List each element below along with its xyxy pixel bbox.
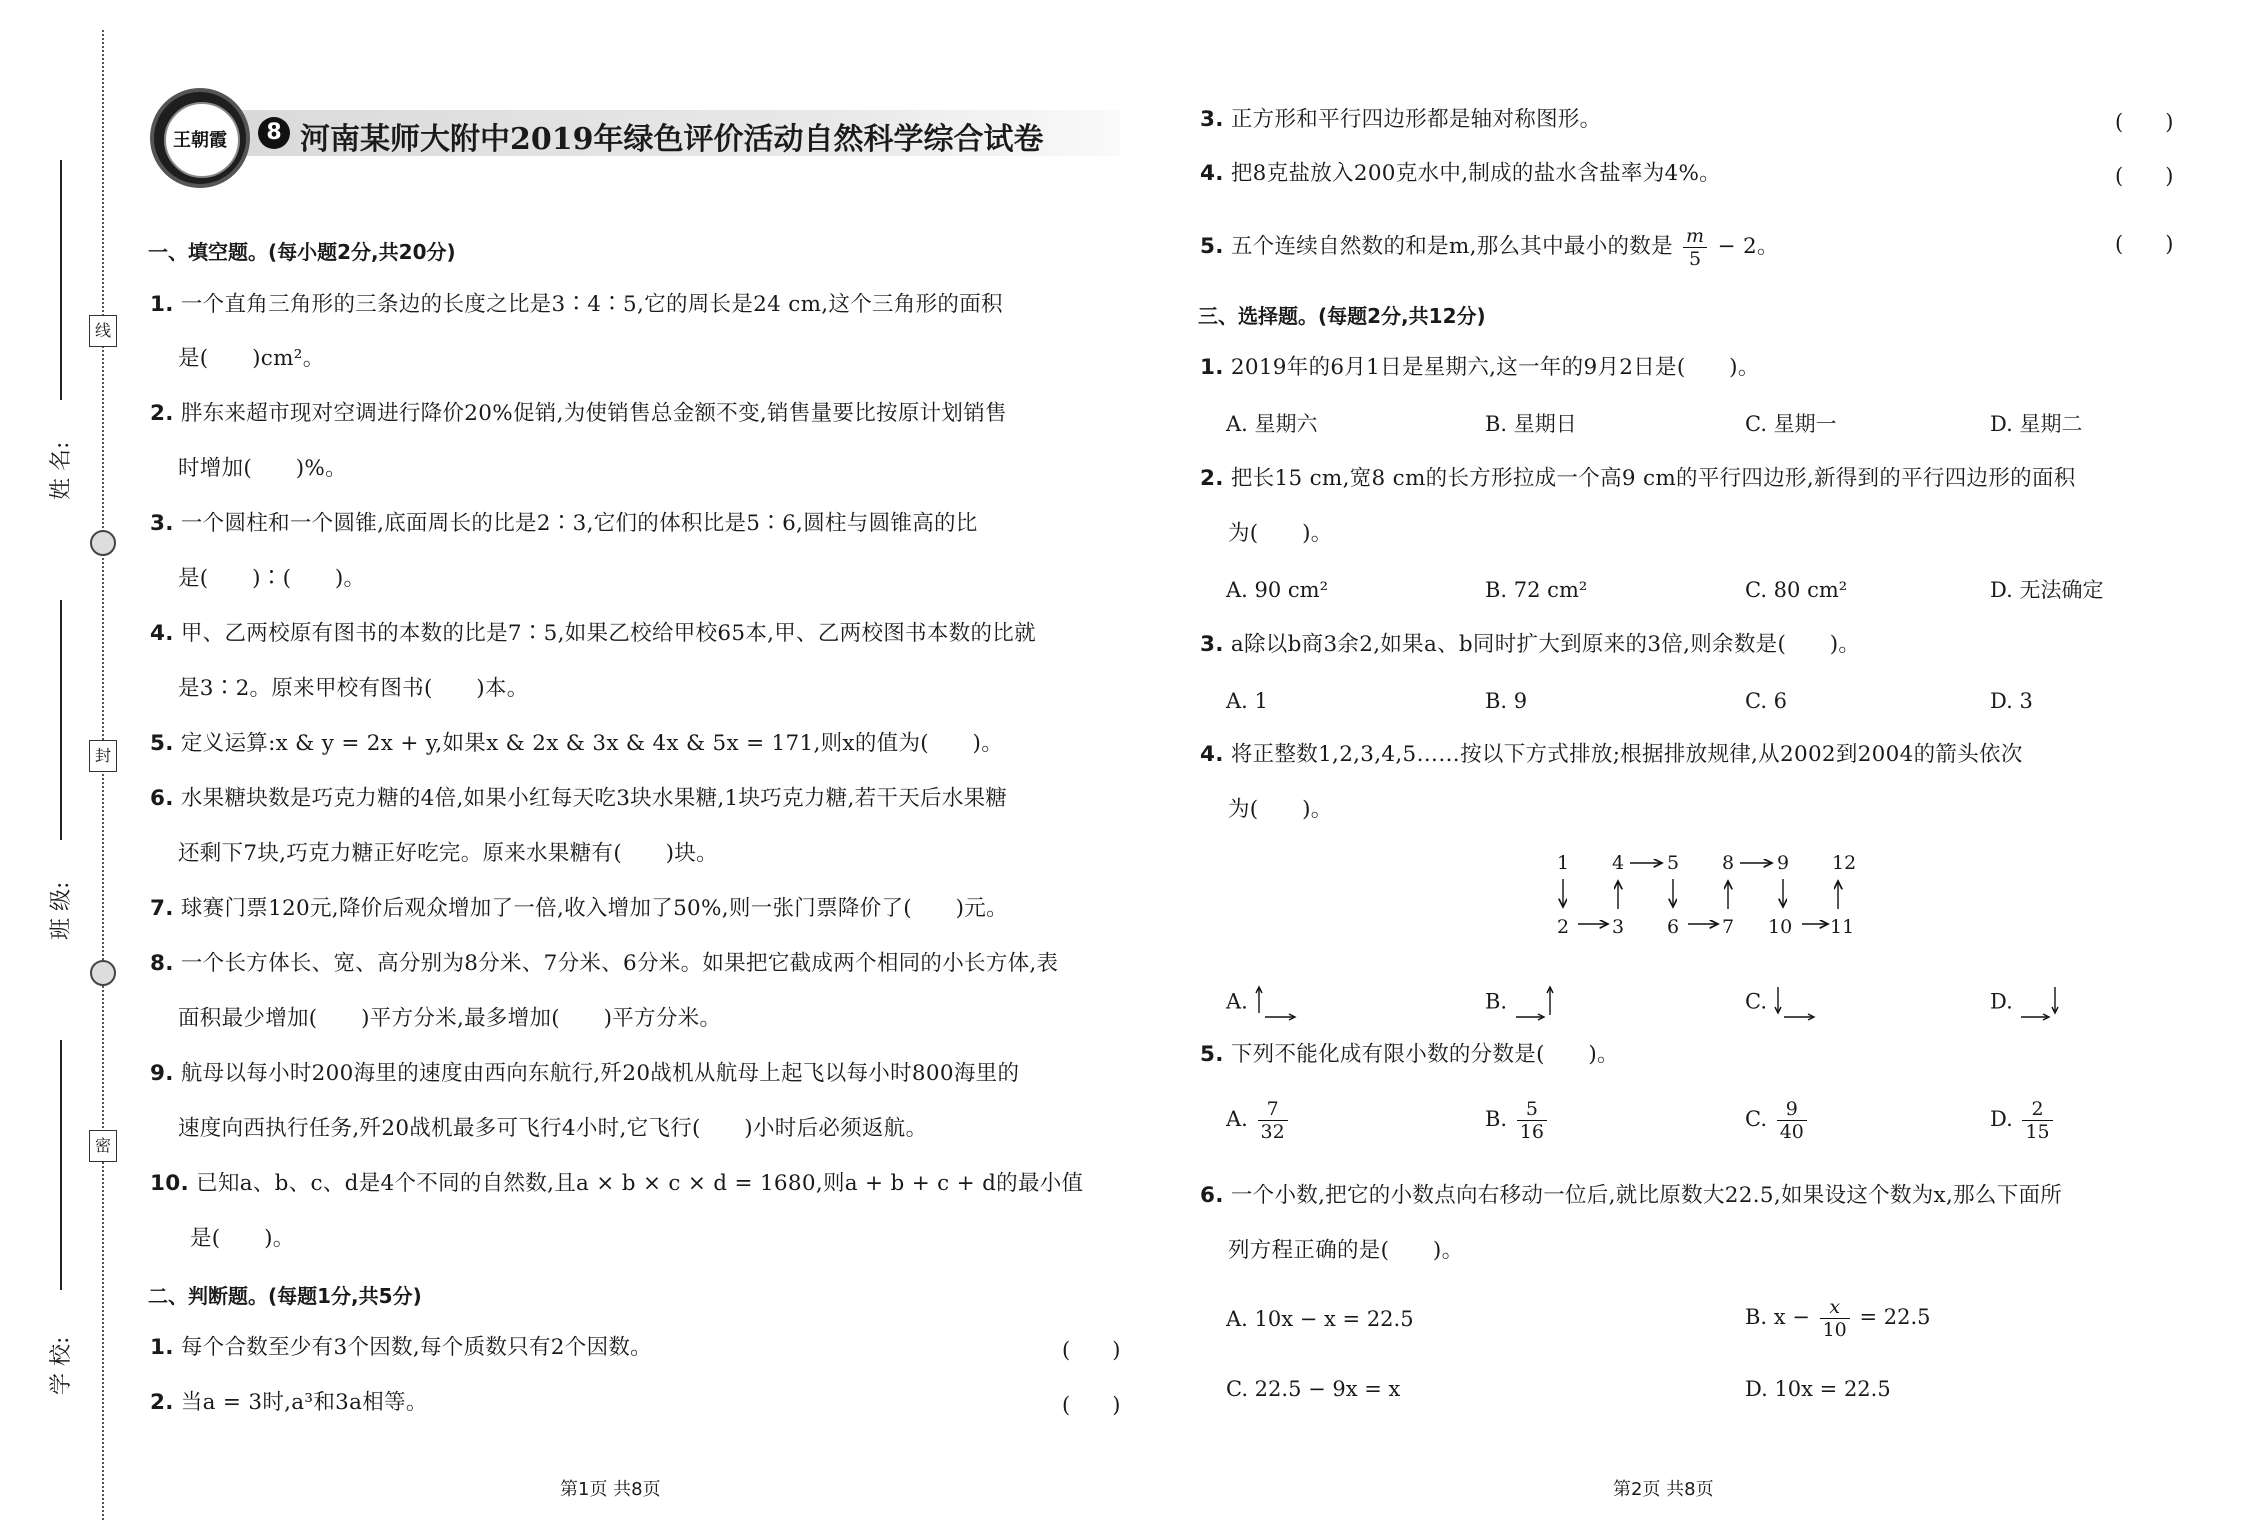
judge-question-5: 5. 五个连续自然数的和是m,那么其中最小的数是 $\frac{m}{5}$ − 2。	[1200, 224, 1779, 270]
fraction: $\frac{7}{32}$	[1258, 1098, 1288, 1143]
option-a[interactable]: A. 星期六	[1226, 412, 1318, 436]
judge-question-2: 2. 当a = 3时,a³和3a相等。	[150, 1390, 428, 1415]
option-b[interactable]: B. $\frac{5}{16}$	[1485, 1098, 1550, 1143]
right-then-up-arrow-icon	[1514, 985, 1556, 1021]
choice-question-4: 4. 将正整数1,2,3,4,5……按以下方式排放;根据排放规律,从2002到2004的箭头依次	[1200, 742, 2023, 767]
logo-seal	[150, 88, 250, 188]
option-a[interactable]: A. 90 cm²	[1226, 578, 1329, 602]
school-line	[60, 1040, 62, 1290]
choice-question-2: 2. 把长15 cm,宽8 cm的长方形拉成一个高9 cm的平行四边形,新得到的平行四边形的面积	[1200, 466, 2076, 491]
answer-paren[interactable]: ( )	[2115, 232, 2174, 256]
seal-mark-mi: 密	[89, 1130, 117, 1162]
section-badge: 8	[258, 117, 290, 149]
option-a[interactable]: A. 1	[1226, 689, 1268, 713]
name-label: 姓 名:	[49, 441, 74, 500]
option-d[interactable]: D. 星期二	[1990, 412, 2083, 436]
right-then-down-arrow-icon	[2019, 985, 2061, 1021]
class-line	[60, 600, 62, 840]
question-1-2-cont: 时增加( )%。	[178, 456, 347, 481]
option-d[interactable]: D. 10x = 22.5	[1745, 1377, 1891, 1401]
fraction: $\frac{2}{15}$	[2022, 1098, 2052, 1143]
fraction: $\frac{9}{40}$	[1777, 1098, 1807, 1143]
option-b[interactable]: B. 9	[1485, 689, 1528, 713]
seal-icon	[90, 960, 116, 986]
option-d[interactable]: D. $\frac{2}{15}$	[1990, 1098, 2056, 1143]
option-b[interactable]: B.	[1485, 985, 1556, 1021]
option-b[interactable]: B. 星期日	[1485, 412, 1577, 436]
option-b[interactable]: B. 72 cm²	[1485, 578, 1588, 602]
fraction: $\frac{5}{16}$	[1517, 1098, 1547, 1143]
exam-title: 河南某师大附中2019年绿色评价活动自然科学综合试卷	[300, 122, 1044, 157]
seal-mark-xian: 线	[89, 315, 117, 347]
option-a[interactable]: A. $\frac{7}{32}$	[1226, 1098, 1291, 1143]
up-then-right-arrow-icon	[1255, 985, 1297, 1021]
option-d[interactable]: D.	[1990, 985, 2061, 1021]
section-3-title: 三、选择题。(每题2分,共12分)	[1198, 304, 1486, 328]
answer-paren[interactable]: ( )	[2115, 164, 2174, 188]
diagram-number: 11	[1830, 916, 1855, 938]
option-a[interactable]: A. 10x − x = 22.5	[1226, 1307, 1414, 1331]
page-number-left: 第1页 共8页	[560, 1479, 661, 1500]
judge-question-4: 4. 把8克盐放入200克水中,制成的盐水含盐率为4%。	[1200, 161, 1722, 186]
choice-question-2-cont: 为( )。	[1228, 521, 1333, 546]
question-1-2: 2. 胖东来超市现对空调进行降价20%促销,为使销售总金额不变,销售量要比按原计划销售	[150, 401, 1007, 426]
option-c[interactable]: C.	[1745, 985, 1816, 1021]
question-1-10: 10. 已知a、b、c、d是4个不同的自然数,且a × b × c × d = 1680,则a + b + c + d的最小值	[150, 1171, 1084, 1196]
diagram-number: 7	[1722, 916, 1735, 938]
answer-paren[interactable]: ( )	[1062, 1338, 1121, 1362]
choice-question-6-cont: 列方程正确的是( )。	[1228, 1238, 1464, 1263]
question-1-9-cont: 速度向西执行任务,歼20战机最多可飞行4小时,它飞行( )小时后必须返航。	[178, 1116, 928, 1141]
question-1-6: 6. 水果糖块数是巧克力糖的4倍,如果小红每天吃3块水果糖,1块巧克力糖,若干天后水果糖	[150, 786, 1008, 811]
choice-question-5: 5. 下列不能化成有限小数的分数是( )。	[1200, 1042, 1619, 1067]
diagram-number: 6	[1667, 916, 1680, 938]
down-then-right-arrow-icon	[1774, 985, 1816, 1021]
diagram-number: 12	[1832, 852, 1857, 874]
answer-paren[interactable]: ( )	[1062, 1393, 1121, 1417]
choice-question-4-cont: 为( )。	[1228, 797, 1333, 822]
judge-question-3: 3. 正方形和平行四边形都是轴对称图形。	[1200, 107, 1602, 132]
page-number-right: 第2页 共8页	[1613, 1479, 1714, 1500]
diagram-number: 2	[1557, 916, 1570, 938]
section-1-title: 一、填空题。(每小题2分,共20分)	[148, 240, 456, 264]
fraction: $\frac{m}{5}$	[1683, 225, 1707, 270]
seal-mark-feng: 封	[89, 740, 117, 772]
option-b[interactable]: B. x − $\frac{x}{10}$ = 22.5	[1745, 1296, 1931, 1341]
question-1-6-cont: 还剩下7块,巧克力糖正好吃完。原来水果糖有( )块。	[178, 841, 718, 866]
choice-question-3: 3. a除以b商3余2,如果a、b同时扩大到原来的3倍,则余数是( )。	[1200, 632, 1861, 657]
answer-paren[interactable]: ( )	[2115, 110, 2174, 134]
diagram-number: 10	[1768, 916, 1793, 938]
diagram-number: 9	[1777, 852, 1790, 874]
diagram-number: 3	[1612, 916, 1625, 938]
option-a[interactable]: A.	[1226, 985, 1297, 1021]
logo-text: 王朝霞	[173, 130, 227, 151]
choice-question-1: 1. 2019年的6月1日是星期六,这一年的9月2日是( )。	[1200, 355, 1760, 380]
question-1-1: 1. 一个直角三角形的三条边的长度之比是3∶4∶5,它的周长是24 cm,这个三角形的面积	[150, 292, 1003, 317]
question-1-10-cont: 是( )。	[190, 1226, 295, 1251]
option-c[interactable]: C. 22.5 − 9x = x	[1226, 1377, 1401, 1401]
name-line	[60, 160, 62, 400]
choice-question-6: 6. 一个小数,把它的小数点向右移动一位后,就比原数大22.5,如果设这个数为x,那么下面所	[1200, 1183, 2063, 1208]
option-c[interactable]: C. 星期一	[1745, 412, 1837, 436]
diagram-number: 4	[1612, 852, 1625, 874]
option-d[interactable]: D. 3	[1990, 689, 2033, 713]
diagram-arrows	[1540, 845, 1900, 945]
diagram-number: 5	[1667, 852, 1680, 874]
diagram-number: 1	[1557, 852, 1570, 874]
question-1-7: 7. 球赛门票120元,降价后观众增加了一倍,收入增加了50%,则一张门票降价了( )元。	[150, 896, 1008, 921]
class-label: 班 级:	[49, 881, 74, 940]
question-1-3: 3. 一个圆柱和一个圆锥,底面周长的比是2∶3,它们的体积比是5∶6,圆柱与圆锥高的比	[150, 511, 978, 536]
question-1-4-cont: 是3∶2。原来甲校有图书( )本。	[178, 676, 529, 701]
option-c[interactable]: C. 80 cm²	[1745, 578, 1848, 602]
school-label: 学 校:	[49, 1336, 74, 1395]
dotted-cut-line	[102, 30, 104, 1520]
question-1-5: 5. 定义运算:x & y = 2x + y,如果x & 2x & 3x & 4x & 5x = 171,则x的值为( )。	[150, 731, 1004, 756]
fraction: $\frac{x}{10}$	[1820, 1296, 1850, 1341]
diagram-number: 8	[1722, 852, 1735, 874]
option-c[interactable]: C. 6	[1745, 689, 1788, 713]
question-1-3-cont: 是( )∶( )。	[178, 566, 366, 591]
question-1-4: 4. 甲、乙两校原有图书的本数的比是7∶5,如果乙校给甲校65本,甲、乙两校图书本数的比就	[150, 621, 1036, 646]
seal-icon	[90, 530, 116, 556]
option-c[interactable]: C. $\frac{9}{40}$	[1745, 1098, 1810, 1143]
question-1-8-cont: 面积最少增加( )平方分米,最多增加( )平方分米。	[178, 1006, 722, 1031]
option-d[interactable]: D. 无法确定	[1990, 578, 2104, 602]
question-1-9: 9. 航母以每小时200海里的速度由西向东航行,歼20战机从航母上起飞以每小时800海里的	[150, 1061, 1020, 1086]
judge-question-1: 1. 每个合数至少有3个因数,每个质数只有2个因数。	[150, 1335, 652, 1360]
question-1-8: 8. 一个长方体长、宽、高分别为8分米、7分米、6分米。如果把它截成两个相同的小长方体,表	[150, 951, 1059, 976]
section-2-title: 二、判断题。(每题1分,共5分)	[148, 1284, 422, 1308]
question-1-1-cont: 是( )cm²。	[178, 346, 325, 371]
